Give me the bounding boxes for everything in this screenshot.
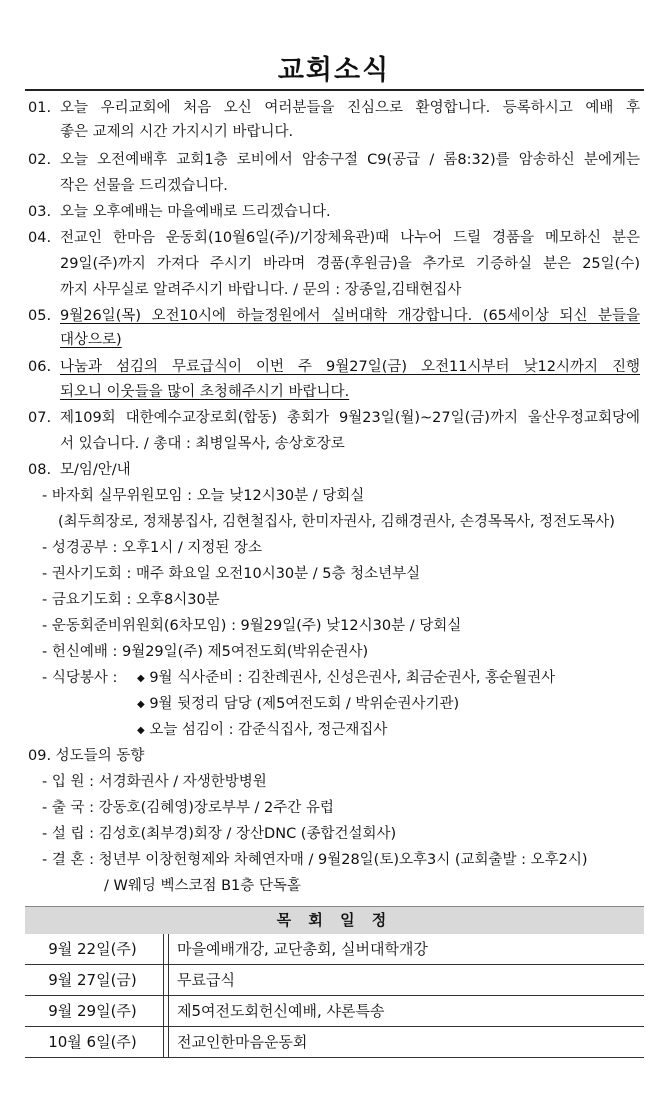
schedule-row [25, 996, 644, 1027]
item-number: 04. [28, 230, 52, 246]
meeting-line: - 금요기도회 : 오후8시30분 [42, 592, 220, 608]
member-line: - 입 원 : 서경화권사 / 자생한방병원 [42, 774, 267, 790]
item-text-line: 제109회 대한예수교장로회(합동) 총회가 9월23일(월)~27일(금)까지 울산우정교회당에 [60, 410, 640, 426]
item-text-line: 29일(주)까지 가져다 주시기 바라며 경품(후원금)을 추가로 기증하실 분은 25일(수) [60, 256, 640, 272]
schedule-row [25, 965, 644, 996]
kitchen-item [137, 719, 387, 743]
title-rule [25, 89, 644, 91]
members-heading: 09. 성도들의 동향 [28, 748, 145, 764]
schedule-date: 9월 22일(주) [48, 940, 137, 958]
schedule-date: 10월 6일(주) [48, 1033, 137, 1051]
item-number: 02. [28, 152, 52, 168]
item-text-line: 좋은 교제의 시간 가지시기 바랍니다. [60, 124, 294, 140]
schedule-event: 마을예배개강, 교단총회, 실버대학개강 [177, 940, 428, 958]
item-text-line: 나눔과 섬김의 무료급식이 이번 주 9월27일(금) 오전11시부터 낮12시까지 진행 [60, 359, 640, 375]
schedule-row [25, 1027, 644, 1058]
item-text-line: 오늘 오전예배후 교회1층 로비에서 암송구절 C9(공급 / 롬8:32)를 암송하신 분에게는 [60, 152, 640, 168]
item-number: 08. [28, 462, 52, 478]
item-text-line: 까지 사무실로 알려주시기 바랍니다. / 문의 : 장종일,김태현집사 [60, 282, 462, 298]
schedule-date: 9월 27일(금) [48, 971, 137, 989]
item-text-line: 서 있습니다. / 총대 : 최병일목사, 송상호장로 [60, 436, 345, 452]
kitchen-item [137, 667, 555, 691]
meeting-line: - 운동회준비위원회(6차모임) : 9월29일(주) 낮12시30분 / 당회실 [42, 618, 462, 634]
member-line: - 설 립 : 김성호(최부경)회장 / 장산DNC (종합건설회사) [42, 826, 397, 842]
item-text-line: 모/임/안/내 [60, 462, 131, 478]
meeting-line: - 성경공부 : 오후1시 / 지정된 장소 [42, 540, 262, 556]
member-line: - 출 국 : 강동호(김혜영)장로부부 / 2주간 유럽 [42, 800, 334, 816]
diamond-bullet-icon: ◆ [137, 673, 145, 684]
meeting-line: - 식당봉사 : [42, 670, 118, 686]
column-divider [163, 965, 169, 995]
item-text-line: 작은 선물을 드리겠습니다. [60, 178, 228, 194]
meeting-line: (최두희장로, 정채봉집사, 김현철집사, 한미자권사, 김해경권사, 손경목목사, 정전도목사) [58, 514, 615, 530]
item-text-line: 오늘 우리교회에 처음 오신 여러분들을 진심으로 환영합니다. 등록하시고 예배 후 [60, 100, 640, 116]
column-divider [163, 934, 169, 964]
schedule-title: 목 회 일 정 [25, 906, 644, 934]
meeting-line: - 바자회 실무위원모임 : 오늘 낮12시30분 / 당회실 [42, 488, 365, 504]
meeting-line: - 권사기도회 : 매주 화요일 오전10시30분 / 5층 청소년부실 [42, 566, 421, 582]
diamond-bullet-icon: ◆ [137, 725, 145, 736]
item-number: 05. [28, 308, 52, 324]
item-number: 01. [28, 100, 52, 116]
column-divider [163, 996, 169, 1026]
schedule-event: 무료급식 [177, 971, 235, 989]
page-title: 교회소식 [277, 55, 391, 86]
item-number: 07. [28, 410, 52, 426]
kitchen-item-text: 오늘 섬김이 : 감준식집사, 정근재집사 [149, 722, 388, 738]
kitchen-item [137, 693, 459, 717]
member-line: / W웨딩 벡스코점 B1층 단독홀 [104, 878, 301, 894]
item-text-line: 9월26일(목) 오전10시에 하늘정원에서 실버대학 개강합니다. (65세이상 되신 분들을 [60, 308, 640, 324]
meeting-line: - 헌신예배 : 9월29일(주) 제5여전도회(박위순권사) [42, 644, 369, 660]
item-number: 06. [28, 359, 52, 375]
item-text-line: 전교인 한마음 운동회(10월6일(주)/기장체육관)때 나누어 드릴 경품을 메모하신 분은 [60, 230, 640, 246]
item-text-line: 대상으로) [60, 332, 122, 348]
kitchen-item-text: 9월 뒷정리 담당 (제5여전도회 / 박위순권사기관) [149, 696, 460, 712]
schedule-event: 제5여전도회헌신예배, 샤론특송 [177, 1002, 385, 1020]
kitchen-item-text: 9월 식사준비 : 김찬례권사, 신성은권사, 최금순권사, 홍순월권사 [149, 670, 556, 686]
member-line: - 결 혼 : 청년부 이창헌형제와 차혜연자매 / 9월28일(토)오후3시 (교회출발 : 오후2시) [42, 852, 588, 868]
column-divider [163, 1027, 169, 1057]
schedule-row [25, 934, 644, 965]
item-number: 03. [28, 204, 52, 220]
schedule-date: 9월 29일(주) [48, 1002, 137, 1020]
item-text-line: 오늘 오후예배는 마을예배로 드리겠습니다. [60, 204, 331, 220]
schedule-event: 전교인한마음운동회 [177, 1033, 308, 1051]
item-text-line: 되오니 이웃들을 많이 초청해주시기 바랍니다. [60, 384, 350, 400]
diamond-bullet-icon: ◆ [137, 699, 145, 710]
